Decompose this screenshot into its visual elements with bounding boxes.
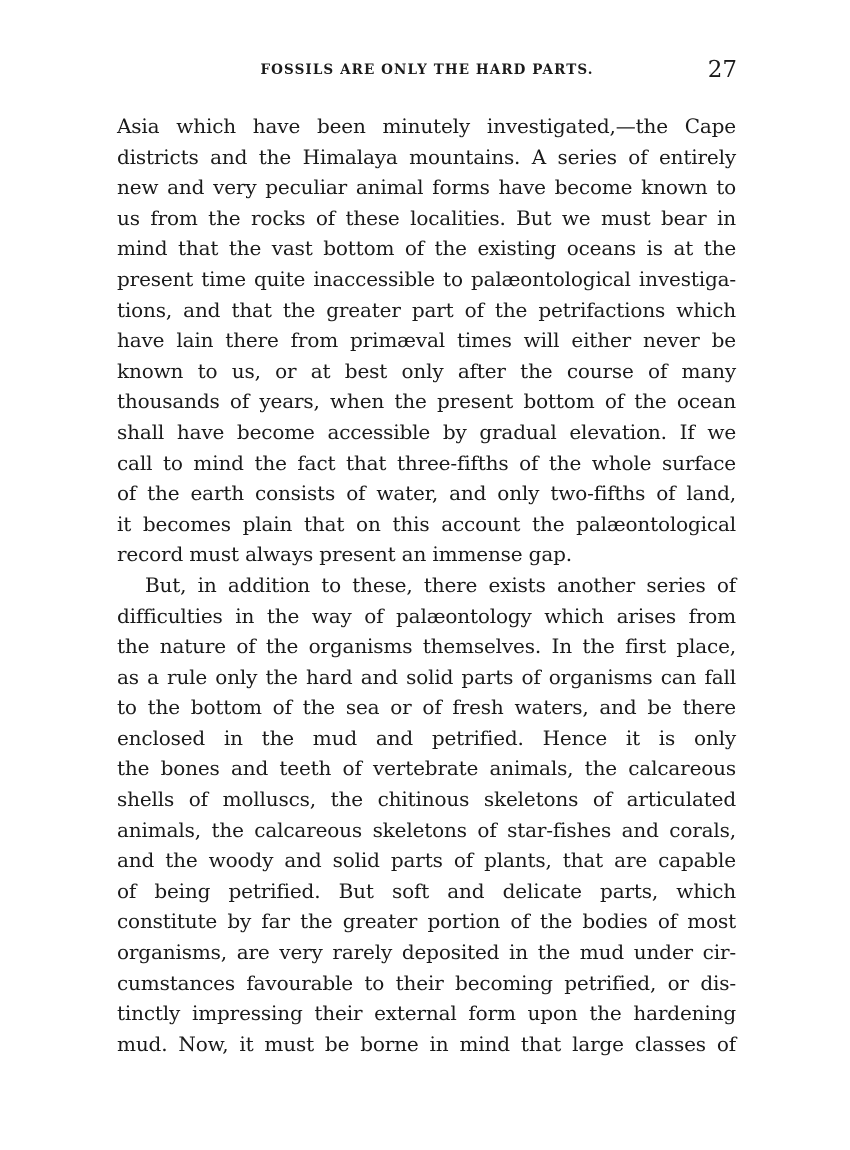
paragraph-last-line: record must always present an immense gap.	[117, 542, 572, 567]
text-line: tinctly impressing their external form upon the hardening	[117, 1001, 736, 1026]
page-header	[117, 56, 737, 90]
text-line: animals, the calcareous skeletons of star-fishes and corals,	[117, 817, 736, 842]
text-line: cumstances favourable to their becoming petrified, or dis-	[117, 970, 736, 995]
text-line: call to mind the fact that three-fifths of the whole surface	[117, 450, 736, 475]
text-line: and the woody and solid parts of plants, that are capable	[117, 848, 736, 873]
page-number: 27	[707, 57, 737, 83]
text-line: to the bottom of the sea or of fresh waters, and be there	[117, 695, 736, 720]
text-line: new and very peculiar animal forms have become known to	[117, 175, 736, 200]
text-line: have lain there from primæval times will either never be	[117, 328, 736, 353]
text-line: us from the rocks of these localities. But we must bear in	[117, 205, 736, 230]
text-line: constitute by far the greater portion of the bodies of most	[117, 909, 736, 934]
text-line: mud. Now, it must be borne in mind that large classes of	[117, 1031, 736, 1056]
text-line: difficulties in the way of palæontology which arises from	[117, 603, 736, 628]
text-line: of being petrified. But soft and delicate parts, which	[117, 878, 736, 903]
text-line: it becomes plain that on this account the palæontological	[117, 511, 736, 536]
text-line: organisms, are very rarely deposited in the mud under cir-	[117, 940, 736, 965]
text-line: of the earth consists of water, and only two-fifths of land,	[117, 481, 736, 506]
text-line: tions, and that the greater part of the petrifactions which	[117, 297, 736, 322]
text-line: as a rule only the hard and solid parts of organisms can fall	[117, 664, 736, 689]
text-line: thousands of years, when the present bottom of the ocean	[117, 389, 736, 414]
body-text	[117, 111, 736, 1059]
text-line: present time quite inaccessible to palæontological investiga-	[117, 266, 736, 291]
paragraph-first-line: But, in addition to these, there exists another series of	[145, 572, 736, 597]
running-head: FOSSILS ARE ONLY THE HARD PARTS.	[260, 62, 594, 78]
text-line: Asia which have been minutely investigated,—the Cape	[117, 114, 736, 138]
text-line: shells of molluscs, the chitinous skeletons of articulated	[117, 787, 736, 812]
text-line: known to us, or at best only after the course of many	[117, 358, 736, 383]
text-line: enclosed in the mud and petrified. Hence it is only	[117, 725, 736, 750]
text-line: the nature of the organisms themselves. In the first place,	[117, 634, 736, 659]
text-line: the bones and teeth of vertebrate animals, the calcareous	[117, 756, 736, 781]
text-line: mind that the vast bottom of the existing oceans is at the	[117, 236, 736, 261]
text-line: districts and the Himalaya mountains. A series of entirely	[117, 144, 736, 169]
text-line: shall have become accessible by gradual elevation. If we	[117, 419, 736, 444]
